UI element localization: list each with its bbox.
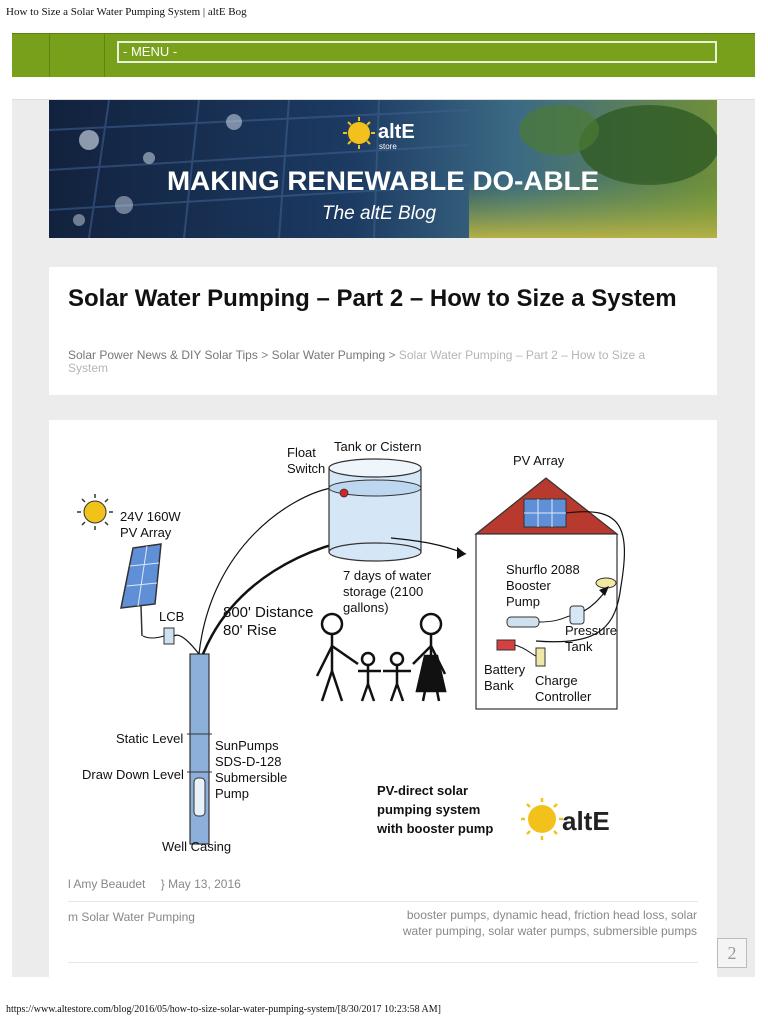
label-battery: Battery [484, 662, 526, 677]
label-sunpumps-model: SDS-D-128 [215, 754, 282, 769]
banner-subline: The altE Blog [322, 203, 437, 224]
label-pv-array-left: PV Array [120, 525, 172, 540]
breadcrumb-separator: > [388, 348, 396, 362]
breadcrumb-current: Solar Water Pumping – Part 2 – How to Size a System [68, 348, 646, 375]
author-link[interactable]: Amy Beaudet [73, 877, 146, 891]
post-header [49, 267, 717, 395]
label-pressure-tank: Tank [565, 639, 593, 654]
label-switch: Switch [287, 461, 326, 476]
label-booster: Pump [506, 594, 540, 609]
top-navbar [12, 33, 755, 78]
divider [68, 901, 698, 902]
post-date: May 13, 2016 [168, 877, 241, 891]
label-sunpumps: SunPumps [215, 738, 279, 753]
family-figures [317, 614, 445, 701]
label-booster: Booster [506, 578, 551, 593]
label-storage: 7 days of water [343, 568, 432, 583]
calendar-icon: } [160, 877, 165, 891]
alte-logo-icon [521, 798, 563, 840]
home-icon[interactable] [49, 34, 105, 78]
author-icon: l [68, 877, 71, 891]
label-battery: Bank [484, 678, 514, 693]
breadcrumb-separator: > [261, 348, 269, 362]
label-draw-down: Draw Down Level [82, 767, 184, 782]
label-distance: 800' Distance [223, 604, 314, 621]
breadcrumb [68, 349, 688, 375]
label-pv-array-right: PV Array [513, 453, 565, 468]
label-static-level: Static Level [116, 731, 184, 746]
banner-headline: MAKING RENEWABLE DO-ABLE [167, 166, 599, 196]
document-title: How to Size a Solar Water Pumping System | altE Bog [6, 6, 247, 18]
label-float: Float [287, 445, 316, 460]
breadcrumb-home-link[interactable]: Solar Power News & DIY Solar Tips [68, 348, 258, 362]
banner-logo-sub: store [379, 142, 397, 151]
alte-logo-text: altE [562, 806, 610, 836]
category-link[interactable]: Solar Water Pumping [81, 910, 195, 924]
social-strip [12, 77, 755, 100]
post-content [49, 420, 717, 977]
well-casing [187, 654, 212, 844]
label-lcb: LCB [159, 609, 185, 624]
label-submersible: Submersible [215, 770, 288, 785]
blog-banner[interactable] [49, 100, 717, 238]
document-footer: https://www.altestore.com/blog/2016/05/how-to-size-solar-water-pumping-system/[8/30/2017 10:23:58 AM] [6, 1004, 441, 1015]
breadcrumb-category-link[interactable]: Solar Water Pumping [271, 348, 386, 362]
page-number[interactable]: 2 [717, 938, 747, 968]
label-pv-array-left: 24V 160W [120, 509, 181, 524]
label-pump: Pump [215, 786, 249, 801]
label-storage: storage (2100 [343, 584, 424, 599]
label-controller: Controller [535, 689, 592, 704]
label-rise: 80' Rise [223, 622, 277, 639]
label-tank: Tank or Cistern [334, 439, 422, 454]
pv-panel-left [121, 544, 161, 636]
caption-line: PV-direct solar [377, 783, 469, 798]
banner-logo-text: altE [378, 121, 415, 143]
menu-dropdown[interactable]: - MENU - [117, 41, 717, 63]
solar-pumping-diagram [61, 426, 701, 866]
tag-links[interactable]: booster pumps, dynamic head, friction head loss, solar water pumping, solar water pumps, submersible pumps [402, 908, 697, 938]
post-title: Solar Water Pumping – Part 2 – How to Size a System [68, 285, 677, 312]
post-tags [389, 907, 697, 939]
label-pressure-tank: Pressure [565, 623, 618, 638]
caption-line: pumping system [377, 802, 481, 817]
left-sun-icon [77, 494, 113, 530]
label-well-casing: Well Casing [162, 839, 232, 854]
divider [68, 962, 698, 963]
label-booster: Shurflo 2088 [506, 562, 580, 577]
label-charge: Charge [535, 673, 578, 688]
caption-line: with booster pump [377, 821, 494, 836]
post-category [68, 910, 195, 924]
post-meta [68, 877, 241, 891]
folder-icon: m [68, 910, 78, 924]
label-storage: gallons) [343, 600, 389, 615]
water-tank [329, 459, 421, 561]
